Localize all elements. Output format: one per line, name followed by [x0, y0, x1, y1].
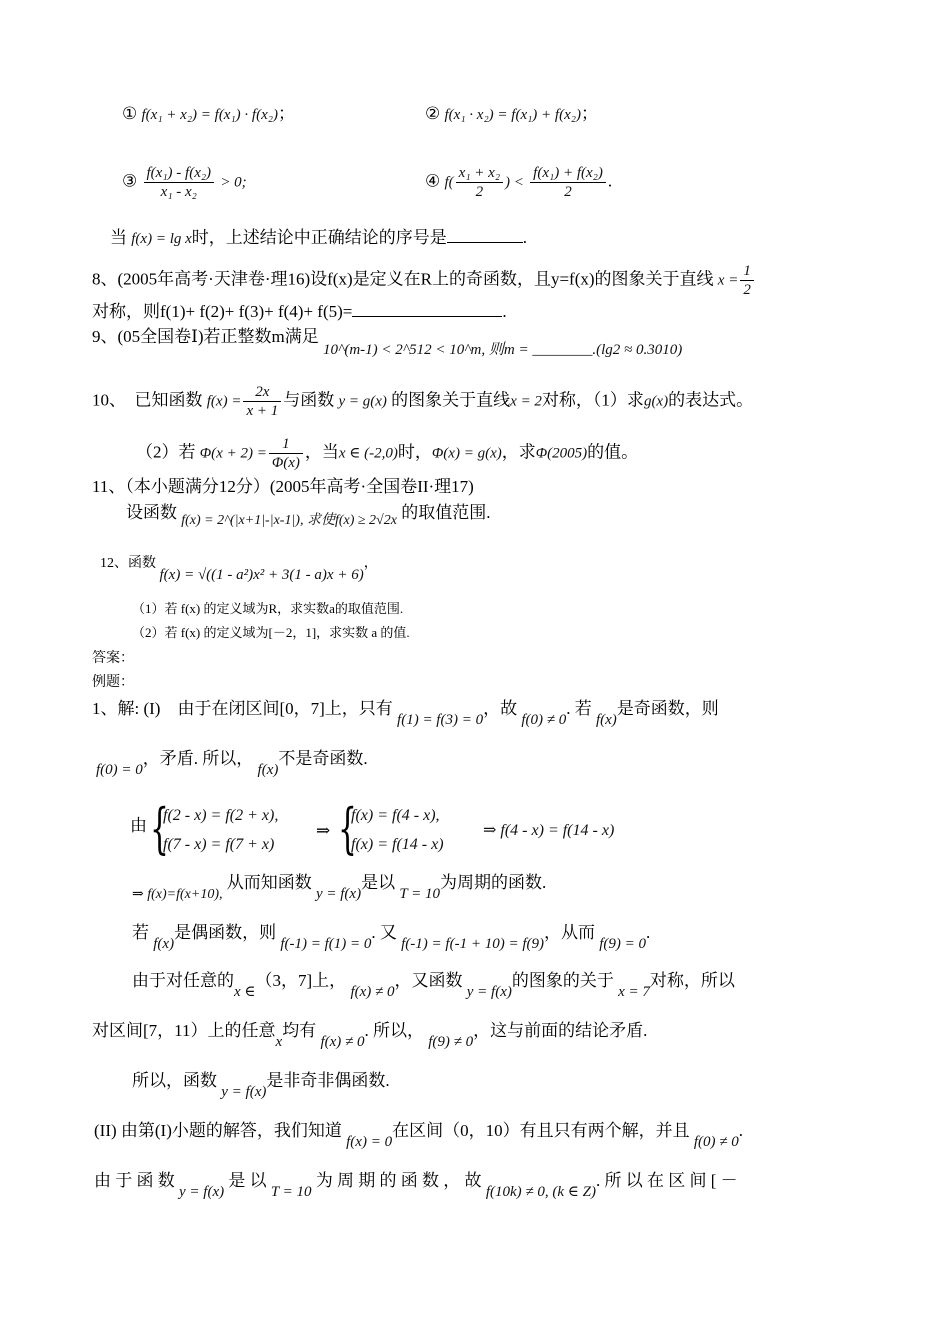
option-marker: ④ — [425, 171, 441, 191]
formula: f(x₁ + x₂) = f(x₁) · f(x₂) — [141, 107, 278, 123]
question-text: 时， — [397, 442, 432, 462]
formula: x = — [717, 272, 739, 289]
answer-text: （3，7]上， — [255, 971, 347, 990]
option-marker: ① — [122, 104, 138, 123]
denominator: 2 — [564, 184, 572, 200]
answer-text: 由 于 函 数 — [94, 1171, 175, 1190]
formula: f(10k) ≠ 0, (k ∈ Z) — [485, 1184, 596, 1200]
formula: f(0) = 0 — [96, 762, 143, 778]
answer-text: . 所 以 在 区 间 [ － — [595, 1171, 738, 1190]
formula: y = f(x) — [466, 984, 512, 1000]
answer-text: 对称，所以 — [649, 971, 735, 990]
question-number: 10、 — [92, 390, 126, 410]
answer-text: 是偶函数，则 — [174, 923, 277, 942]
formula: f(-1) = f(1) = 0 — [280, 936, 372, 952]
question-text: 8、(2005年高考·天津卷·理16)设f(x)是定义在R上的奇函数，且y=f(x)的图象关于直线 — [92, 269, 714, 289]
formula: y = g(x) — [338, 393, 387, 410]
answer-text: 是非奇非偶函数. — [266, 1071, 390, 1090]
fraction — [144, 164, 215, 201]
answer-text: . — [646, 923, 651, 942]
formula: x — [275, 1034, 283, 1050]
question-text: （1）若 f(x) 的定义域为R，求实数a的取值范围. — [132, 601, 404, 616]
answer-text: 所以，函数 — [132, 1071, 217, 1090]
punct: . — [607, 171, 613, 191]
answer-text: 1、解: (I) 由于在闭区间[0，7]上，只有 — [92, 699, 393, 718]
question-text: 对称，（1）求 — [541, 390, 644, 410]
q7-option-1 — [122, 103, 295, 126]
answer-text: ，又函数 — [394, 971, 463, 990]
formula: f(x) = lg x — [131, 231, 192, 247]
q7-option-2 — [425, 103, 598, 126]
question-11-body — [126, 502, 490, 526]
answer-line-6 — [132, 970, 735, 1000]
system-prefix — [130, 815, 147, 837]
formula: f(x) = — [206, 393, 242, 410]
fraction — [456, 164, 503, 201]
left-brace: { — [150, 797, 169, 860]
answer-text: . 又 — [371, 923, 397, 942]
answer-line-5 — [132, 922, 651, 952]
text: 时，上述结论中正确结论的序号是 — [191, 228, 447, 247]
answer-text: 由 — [130, 816, 147, 835]
formula: y = f(x) — [221, 1084, 267, 1100]
system-1-eq-2 — [163, 834, 274, 856]
option-marker: ② — [425, 104, 441, 123]
denominator: x₁ - x₂ — [160, 184, 197, 200]
formula: f(x) ≠ 0 — [350, 984, 395, 1000]
system-2-eq-2 — [351, 834, 444, 856]
formula: Φ(x + 2) = — [199, 445, 267, 462]
numerator: f(x₁) + f(x₂) — [530, 164, 606, 183]
formula: x ∈ (-2,0) — [338, 445, 398, 462]
question-12-part-2 — [132, 622, 410, 644]
formula: Φ(2005) — [535, 445, 588, 462]
question-text: 11、（本小题满分12分）(2005年高考·全国卷II·理17) — [92, 477, 474, 496]
answer-line-9 — [94, 1120, 743, 1150]
fraction — [740, 262, 754, 299]
option-marker: ③ — [122, 171, 138, 191]
question-text: 12、函数 — [100, 556, 156, 571]
answer-line-1 — [92, 698, 719, 728]
numerator: 2x — [243, 383, 281, 402]
answer-text: 从而知函数 — [226, 873, 312, 892]
denominator: x + 1 — [246, 403, 279, 419]
question-text: （2）若 f(x) 的定义域为[－2，1]，求实数 a 的值. — [132, 625, 410, 640]
answer-text: 是 以 — [228, 1171, 267, 1190]
formula: 10^(m-1) < 2^512 < 10^m, 则m = ________.(lg2 ≈ 0.3010) — [323, 342, 683, 358]
answer-line-7 — [92, 1020, 648, 1050]
numerator: f(x₁) - f(x₂) — [144, 164, 215, 183]
numerator: x₁ + x₂ — [456, 164, 503, 183]
answer-text: 为 周 期 的 函 数 ， 故 — [315, 1171, 482, 1190]
question-8-line-1 — [92, 262, 756, 299]
formula: y = f(x) — [179, 1184, 225, 1200]
answer-text: ，故 — [483, 699, 518, 718]
question-8-line-2 — [92, 300, 507, 323]
formula: f(x) = √((1 - a²)x² + 3(1 - a)x + 6) — [159, 567, 364, 583]
formula: x = 2 — [510, 393, 542, 410]
formula: f(x) — [153, 936, 175, 952]
answer-line-2 — [96, 748, 368, 778]
heading: 答案： — [92, 651, 134, 666]
question-text: 9、(05全国卷Ⅰ)若正整数m满足 — [92, 327, 319, 346]
numerator: 1 — [740, 262, 754, 281]
answer-line-8 — [132, 1070, 390, 1100]
denominator: 2 — [475, 184, 484, 200]
left-brace: { — [338, 797, 357, 860]
question-text: ，当 — [304, 442, 339, 462]
system-2-eq-1 — [351, 805, 440, 827]
question-12 — [100, 552, 378, 583]
answer-text: 的图象的关于 — [511, 971, 614, 990]
question-text: 的表达式。 — [668, 390, 754, 410]
formula: f(x) = f(14 - x) — [351, 836, 444, 853]
answer-text: 对区间[7，11）上的任意 — [92, 1021, 276, 1040]
formula: f(2 - x) = f(2 + x), — [163, 807, 279, 824]
formula: f(x) — [257, 762, 279, 778]
answer-text: 不是奇函数. — [278, 749, 368, 768]
question-text: ，求 — [501, 442, 536, 462]
answer-line-4 — [132, 872, 547, 902]
numerator: 1 — [269, 435, 303, 454]
answer-text: . — [738, 1121, 743, 1140]
formula: Φ(x) = g(x) — [431, 445, 502, 462]
answer-text: 在区间（0，10）有且只有两个解，并且 — [392, 1121, 690, 1140]
formula: f(9) = 0 — [599, 936, 647, 952]
question-10-part-2 — [136, 435, 638, 472]
question-text: 的图象关于直线 — [391, 390, 511, 410]
formula: f(9) ≠ 0 — [428, 1034, 474, 1050]
q7-option-4 — [425, 164, 612, 201]
text: 当 — [110, 228, 127, 247]
formula: ⇒ f(x)=f(x+10), — [132, 887, 223, 902]
formula: T = 10 — [270, 1184, 312, 1200]
answer-text: ，从而 — [543, 923, 595, 942]
punct: ； — [277, 104, 295, 123]
question-9 — [92, 326, 683, 358]
formula: f(x) = 0 — [346, 1134, 393, 1150]
denominator: Φ(x) — [271, 455, 300, 471]
question-11-title — [92, 476, 474, 498]
formula: ) < — [505, 174, 524, 191]
question-10-part-1 — [92, 383, 753, 420]
punct: ， — [363, 556, 378, 571]
question-text: 对称，则f(1)+ f(2)+ f(3)+ f(4)+ f(5)= — [92, 302, 353, 321]
answer-text: ，矛盾. 所以， — [142, 749, 254, 768]
answer-text: ，这与前面的结论矛盾. — [473, 1021, 648, 1040]
formula: f(x) = 2^(|x+1|-|x-1|), 求使f(x) ≥ 2√2x — [181, 513, 397, 528]
punct: . — [502, 302, 507, 321]
formula: f(1) = f(3) = 0 — [397, 712, 484, 728]
answer-text: 由于对任意的 — [132, 971, 234, 990]
formula: f(x) ≠ 0 — [320, 1034, 365, 1050]
answer-text: 为周期的函数. — [440, 873, 547, 892]
formula: y = f(x) — [315, 886, 362, 902]
answer-blank[interactable] — [447, 226, 523, 243]
formula: x = 7 — [618, 984, 650, 1000]
question-text: （2）若 — [136, 442, 196, 462]
answer-text: 均有 — [282, 1021, 317, 1040]
question-text: 的取值范围. — [401, 503, 491, 522]
answers-heading — [92, 648, 134, 670]
answer-line-10 — [94, 1170, 738, 1200]
formula: f(7 - x) = f(7 + x) — [163, 836, 275, 853]
q7-option-3 — [122, 164, 247, 201]
answer-blank[interactable] — [352, 300, 502, 317]
question-text: 与函数 — [283, 390, 335, 410]
formula: ⇒ — [316, 821, 331, 840]
implies-arrow — [316, 820, 330, 842]
question-text: 设函数 — [126, 503, 177, 522]
formula: x ∈ — [234, 984, 256, 1000]
answer-text: (II) 由第(I)小题的解答，我们知道 — [94, 1121, 342, 1140]
question-text: 的值。 — [587, 442, 639, 462]
examples-heading — [92, 672, 134, 694]
denominator: 2 — [743, 282, 751, 298]
formula: T = 10 — [399, 886, 441, 902]
system-1-eq-1 — [163, 805, 278, 827]
answer-text: . 若 — [566, 699, 592, 718]
answer-text: 若 — [132, 923, 149, 942]
formula: f(0) ≠ 0 — [693, 1134, 739, 1150]
q7-condition — [110, 226, 527, 250]
formula: g(x) — [643, 393, 669, 410]
formula: ⇒ f(4 - x) = f(14 - x) — [483, 822, 615, 839]
fraction — [269, 435, 303, 472]
formula: > 0; — [220, 174, 247, 191]
formula: f(x) — [595, 712, 617, 728]
formula: f(-1) = f(-1 + 10) = f(9) — [401, 936, 544, 952]
fraction — [243, 383, 281, 420]
punct: . — [522, 228, 528, 247]
answer-text: 是奇函数，则 — [616, 699, 719, 718]
heading: 例题： — [92, 675, 134, 690]
system-result — [483, 820, 614, 842]
answer-text: 是以 — [361, 873, 396, 892]
question-12-part-1 — [132, 598, 403, 620]
formula: f(0) ≠ 0 — [521, 712, 567, 728]
answer-text: . 所以， — [364, 1021, 425, 1040]
formula: f(x₁ · x₂) = f(x₁) + f(x₂) — [444, 107, 581, 123]
formula: f(x) = f(4 - x), — [351, 807, 440, 824]
punct: ； — [580, 104, 598, 123]
formula: f( — [444, 174, 454, 191]
fraction — [530, 164, 606, 201]
question-text: 已知函数 — [134, 390, 203, 410]
